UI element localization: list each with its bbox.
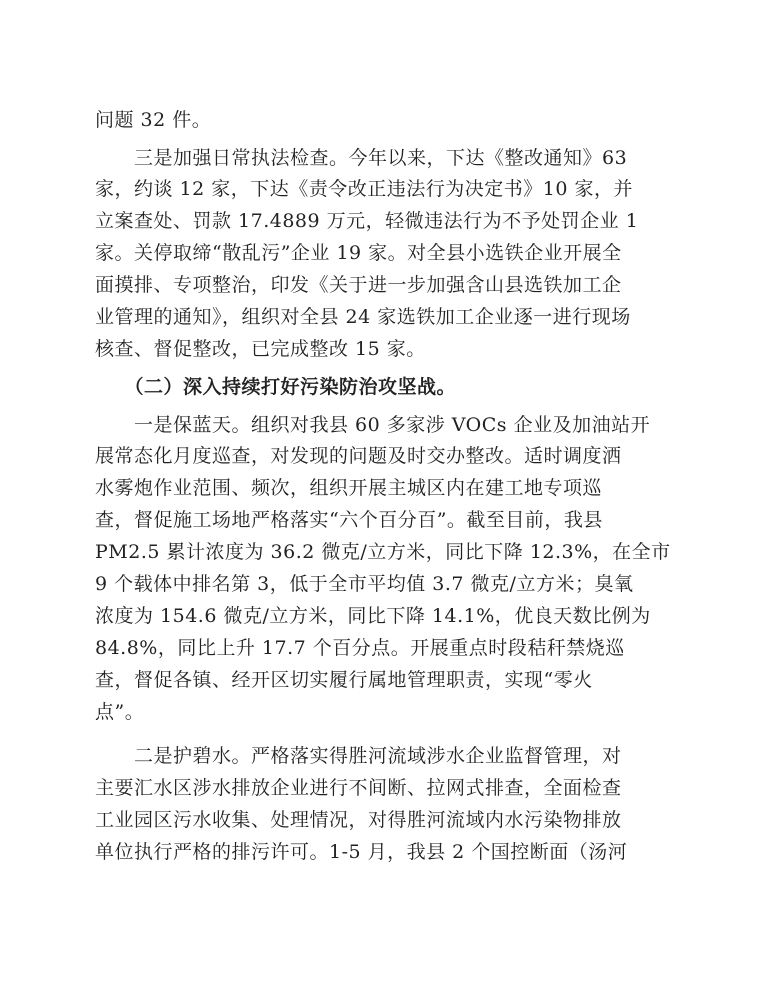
paragraph-line: 展常态化月度巡查，对发现的问题及时交办整改。适时调度洒 bbox=[95, 445, 622, 467]
paragraph-line: 业管理的通知》，组织对全县 24 家选铁加工企业逐一进行现场 bbox=[95, 306, 631, 328]
section-heading: （二）深入持续打好污染防治攻坚战。 bbox=[95, 376, 457, 398]
paragraph-line: 84.8%，同比上升 17.7 个百分点。开展重点时段秸秆禁烧巡 bbox=[95, 637, 625, 659]
paragraph-line: 工业园区污水收集、处理情况，对得胜河流域内水污染物排放 bbox=[95, 809, 622, 831]
paragraph-line: 查，督促施工场地严格落实“六个百分百”。截至目前，我县 bbox=[95, 509, 603, 531]
paragraph-line: 三是加强日常执法检查。今年以来，下达《整改通知》63 bbox=[95, 147, 628, 169]
paragraph-line: 水雾炮作业范围、频次，组织开展主城区内在建工地专项巡 bbox=[95, 477, 603, 499]
paragraph-line: 浓度为 154.6 微克/立方米，同比下降 14.1%，优良天数比例为 bbox=[95, 605, 651, 627]
paragraph-line: 面摸排、专项整治，印发《关于进一步加强含山县选铁加工企 bbox=[95, 274, 622, 296]
paragraph-line: 一是保蓝天。组织对我县 60 多家涉 VOCs 企业及加油站开 bbox=[95, 414, 651, 436]
paragraph-line: 点”。 bbox=[95, 701, 145, 723]
paragraph-line: 问题 32 件。 bbox=[95, 109, 212, 131]
paragraph-line: 主要汇水区涉水排放企业进行不间断、拉网式排查，全面检查 bbox=[95, 777, 622, 799]
paragraph-line: 二是护碧水。严格落实得胜河流域涉水企业监督管理，对 bbox=[95, 745, 622, 767]
paragraph-line: 核查、督促整改，已完成整改 15 家。 bbox=[95, 338, 426, 360]
paragraph-line: 家，约谈 12 家，下达《责令改正违法行为决定书》10 家，并 bbox=[95, 178, 633, 200]
paragraph-line: PM2.5 累计浓度为 36.2 微克/立方米，同比下降 12.3%，在全市 bbox=[95, 541, 671, 563]
paragraph-line: 9 个载体中排名第 3，低于全市平均值 3.7 微克/立方米；臭氧 bbox=[95, 573, 634, 595]
paragraph-line: 立案查处、罚款 17.4889 万元，轻微违法行为不予处罚企业 1 bbox=[95, 210, 639, 232]
paragraph-line: 单位执行严格的排污许可。1-5 月，我县 2 个国控断面（汤河 bbox=[95, 841, 628, 863]
paragraph-line: 家。关停取缔“散乱污”企业 19 家。对全县小选铁企业开展全 bbox=[95, 242, 622, 264]
paragraph-line: 查，督促各镇、经开区切实履行属地管理职责，实现“零火 bbox=[95, 669, 593, 691]
